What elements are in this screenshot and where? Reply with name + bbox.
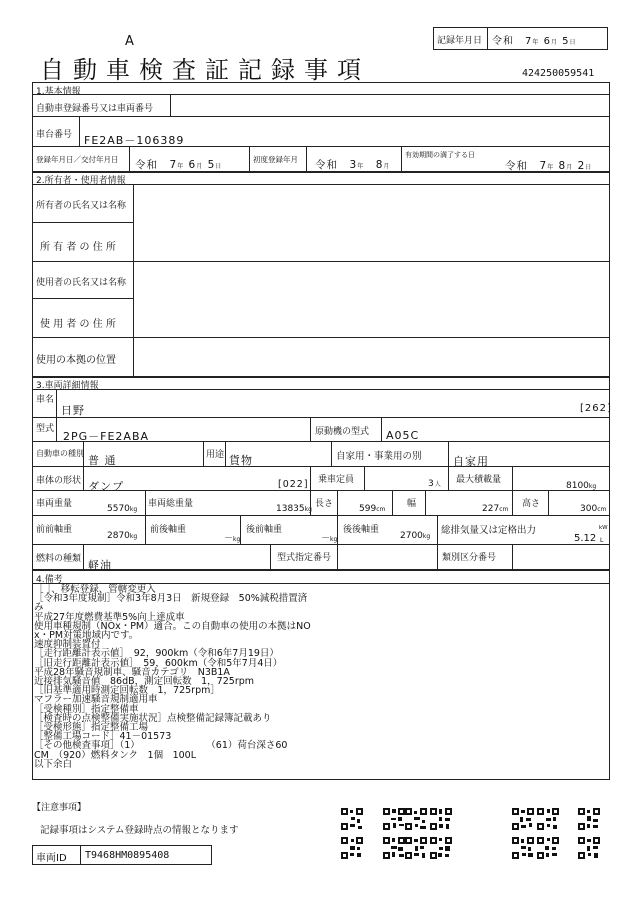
notice-label: 【注意事項】 bbox=[32, 803, 87, 813]
disp-value: 5.12 bbox=[574, 533, 597, 544]
body-label: 車体の形状 bbox=[36, 476, 82, 486]
remarks-line: ［令和3年度規制］令和3年8月3日 新規登録 50%減税措置済 bbox=[34, 593, 308, 605]
vehicle-name: 日野 bbox=[61, 404, 85, 417]
qr-code-icon bbox=[537, 808, 559, 830]
owner-name-label: 所有者の氏名又は名称 bbox=[36, 201, 127, 211]
length-label: 長さ bbox=[315, 499, 334, 509]
vehicle-name-label: 車名 bbox=[36, 395, 55, 405]
private-value: 自家用 bbox=[453, 455, 489, 468]
gross-value: 13835kg bbox=[276, 504, 312, 514]
private-label: 自家用・事業用の別 bbox=[336, 451, 422, 462]
fuel-label: 燃料の種類 bbox=[36, 554, 82, 564]
remarks-line: 使用車種規制（NOx・PM）適合。この自動車の使用の本拠はNO bbox=[34, 620, 311, 632]
kind-label: 自動車の種別 bbox=[36, 449, 84, 458]
expiry-date: 令和 7年 8月 2日 bbox=[505, 160, 593, 172]
qr-code-icon bbox=[578, 808, 600, 830]
remarks-line: ［検査時の点検整備実施状況］点検整備記録簿記載あり bbox=[34, 712, 272, 724]
page-title: 自動車検査証記録事項 bbox=[40, 56, 370, 84]
model-label: 型式 bbox=[36, 424, 55, 434]
qr-code-icon bbox=[383, 837, 405, 859]
type-no-label: 型式指定番号 bbox=[277, 553, 332, 563]
first-reg: 令和 3年 8月 bbox=[315, 159, 391, 171]
use-value: 貨物 bbox=[229, 454, 253, 467]
section-vehicle-title: 3.車両詳細情報 bbox=[36, 381, 99, 391]
remarks-line: ［受検形態］指定整備工場 bbox=[34, 722, 149, 733]
rf-value: －kg bbox=[321, 534, 338, 544]
ff-value: 2870kg bbox=[107, 531, 138, 541]
qr-code-icon bbox=[341, 837, 363, 859]
qr-code-icon bbox=[405, 808, 427, 830]
height-value: 300cm bbox=[580, 504, 607, 514]
owner-address-label: 所 有 者 の 住 所 bbox=[40, 242, 116, 253]
remarks-line: 近接排気騒音値 86dB，測定回転数 1，725rpm bbox=[34, 676, 255, 687]
remarks-line: 速度抑制装置付 bbox=[34, 639, 101, 651]
max-load-value: 8100kg bbox=[566, 481, 597, 491]
length-value: 599cm bbox=[359, 504, 386, 514]
remarks-line: 平成28年騒音規制車、騒音カテゴリ N3B1A bbox=[34, 666, 230, 678]
record-date: 令和 7年 6月 5日 bbox=[492, 36, 577, 47]
doc-number: 424250059541 bbox=[522, 68, 595, 79]
capacity-value: 3人 bbox=[428, 479, 442, 489]
remarks-line: CM （920）燃料タンク 1個 100L bbox=[34, 749, 196, 761]
remarks-line: x・PM対策地域内です。 bbox=[34, 630, 139, 641]
chassis-label: 車台番号 bbox=[36, 130, 73, 140]
reg-date: 令和 7年 6月 5日 bbox=[135, 159, 223, 171]
first-reg-label: 初度登録年月 bbox=[253, 155, 298, 164]
disp-unit-kw: kW bbox=[599, 525, 608, 531]
remarks-line: ［整備工場コード］41－01573 bbox=[34, 731, 172, 743]
weight-label: 車両重量 bbox=[36, 499, 73, 509]
model-value: 2PG－FE2ABA bbox=[63, 430, 150, 443]
height-label: 高さ bbox=[522, 499, 541, 509]
rr-label: 後後軸重 bbox=[343, 525, 380, 535]
vehicle-name-code: [262] bbox=[580, 403, 612, 414]
user-name-label: 使用者の氏名又は名称 bbox=[36, 278, 127, 288]
remarks-line: ［旧基準適用時測定回転数 1，725rpm］ bbox=[34, 685, 220, 697]
qr-code-icon bbox=[537, 837, 559, 859]
remarks-line: 平成27年度燃費基準5%向上達成車 bbox=[34, 611, 185, 623]
section-basic-title: 1.基本情報 bbox=[36, 87, 81, 97]
remarks-line: 以下余白 bbox=[34, 758, 73, 770]
width-value: 227cm bbox=[482, 504, 509, 514]
engine-value: A05C bbox=[386, 429, 420, 442]
ff-label: 前前軸重 bbox=[36, 525, 73, 535]
kind-value: 普 通 bbox=[88, 454, 117, 467]
max-load-label: 最大積載量 bbox=[456, 475, 502, 485]
vehicle-id: T9468HM0895408 bbox=[85, 850, 170, 861]
qr-code-icon bbox=[405, 837, 427, 859]
reg-no-label: 自動車登録番号又は車両番号 bbox=[36, 104, 154, 114]
base-label: 使用の本拠の位置 bbox=[36, 355, 116, 366]
fuel-value: 軽油 bbox=[88, 559, 112, 572]
remarks-line: ［その他検査事項］（1） （61）荷台深さ60 bbox=[34, 740, 288, 752]
fr-label: 前後軸重 bbox=[150, 525, 187, 535]
section-remarks-title: 4.備考 bbox=[36, 575, 63, 585]
remarks-line: ［走行距離計表示値］ 92，900km（令和6年7月19日） bbox=[34, 648, 279, 660]
weight-value: 5570kg bbox=[107, 504, 138, 514]
disp-unit-l: L bbox=[600, 537, 604, 544]
qr-code-icon bbox=[341, 808, 363, 830]
disp-label: 総排気量又は定格出力 bbox=[441, 525, 537, 536]
form-mark: A bbox=[125, 34, 134, 49]
qr-code-icon bbox=[512, 808, 534, 830]
width-label: 幅 bbox=[407, 499, 417, 509]
section-owner-title: 2.所有者・使用者情報 bbox=[36, 176, 126, 186]
remarks-line: マフラー加速騒音規制適用車 bbox=[34, 694, 158, 706]
fr-value: －kg bbox=[224, 534, 241, 544]
class-label: 類別区分番号 bbox=[442, 553, 497, 563]
body-value: ダンプ bbox=[88, 480, 125, 493]
record-date-label: 記録年月日 bbox=[437, 36, 483, 46]
chassis-value: FE2AB－106389 bbox=[84, 134, 185, 147]
body-code: [022] bbox=[278, 479, 309, 490]
rf-label: 後前軸重 bbox=[246, 525, 283, 535]
vehicle-id-label: 車両ID bbox=[36, 853, 67, 864]
notice-text: 記録事項はシステム登録時点の情報となります bbox=[40, 825, 239, 836]
remarks-line: ［受検種別］指定整備車 bbox=[34, 703, 139, 715]
capacity-label: 乗車定員 bbox=[318, 475, 355, 485]
qr-code-icon bbox=[578, 837, 600, 859]
reg-date-label: 登録年月日／交付年月日 bbox=[36, 155, 119, 164]
remarks-line: ［ ］、移転登録、管轄変更入 bbox=[34, 584, 156, 595]
use-label: 用途 bbox=[206, 450, 225, 460]
qr-code-icon bbox=[383, 808, 405, 830]
remarks-line: み bbox=[34, 602, 44, 614]
user-address-label: 使 用 者 の 住 所 bbox=[40, 319, 116, 330]
qr-code-icon bbox=[430, 837, 452, 859]
rr-value: 2700kg bbox=[400, 531, 431, 541]
remarks-line: ［旧走行距離計表示値］ 59，600km（令和5年7月4日） bbox=[34, 657, 283, 669]
engine-label: 原動機の型式 bbox=[315, 427, 370, 437]
gross-label: 車両総重量 bbox=[148, 499, 194, 509]
expiry-label: 有効期間の満了する日 bbox=[405, 151, 475, 159]
qr-code-icon bbox=[430, 808, 452, 830]
qr-code-icon bbox=[512, 837, 534, 859]
